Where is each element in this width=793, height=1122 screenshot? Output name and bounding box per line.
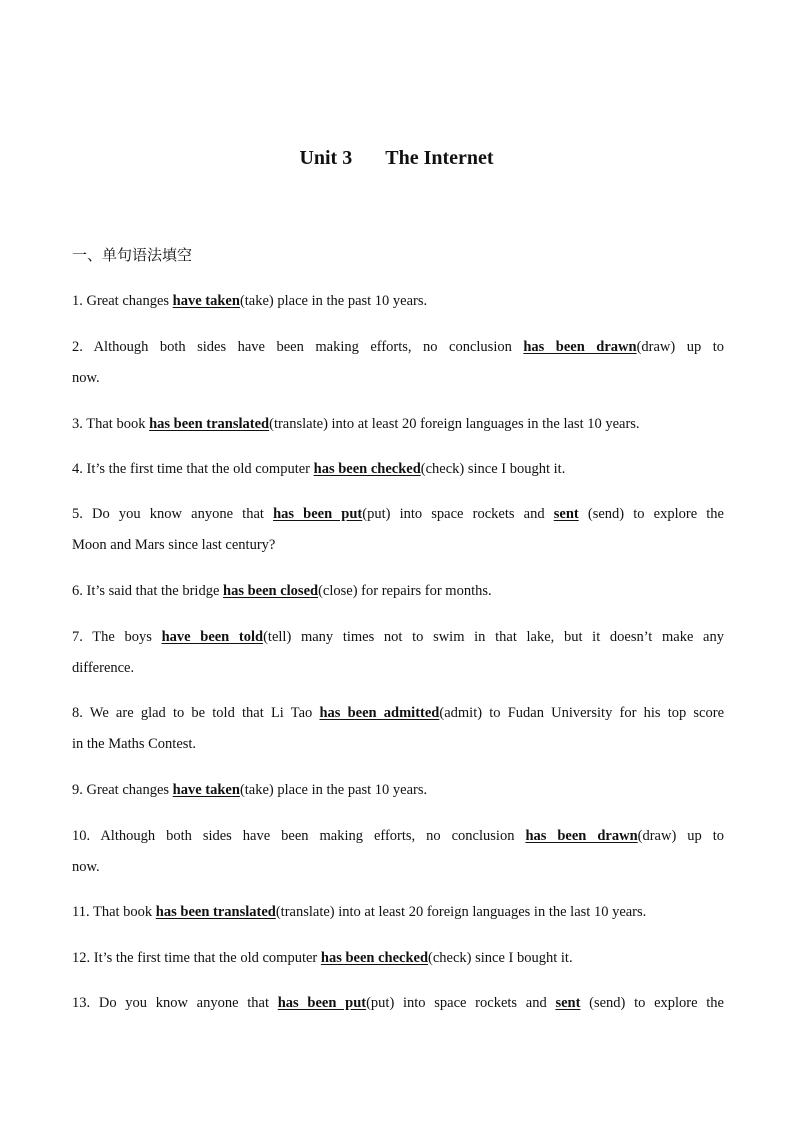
item-text-continued: difference. xyxy=(72,660,135,676)
item-number: 8. xyxy=(72,705,83,721)
answer: has been checked xyxy=(313,461,421,477)
item-number: 12. xyxy=(72,950,91,966)
item-text: Great changes xyxy=(86,293,173,309)
answer: have taken xyxy=(172,782,240,798)
item-text: (put) into space rockets and xyxy=(366,995,556,1011)
item-text: It’s the first time that the old computer xyxy=(93,950,321,966)
topic-label: The Internet xyxy=(385,147,494,169)
exercise-item xyxy=(72,454,724,485)
item-number: 11. xyxy=(72,904,90,920)
exercise-item xyxy=(72,576,724,607)
item-text: (take) place in the past 10 years. xyxy=(239,293,428,309)
item-text: (send) to explore the xyxy=(578,506,724,522)
item-text-continued: in the Maths Contest. xyxy=(72,736,197,752)
exercise-item xyxy=(72,622,724,684)
item-text: That book xyxy=(86,416,150,432)
item-text: (draw) up to xyxy=(636,339,725,355)
exercise-item xyxy=(72,821,724,883)
item-number: 2. xyxy=(72,339,83,355)
item-text: (close) for repairs for months. xyxy=(318,583,492,599)
exercise-item xyxy=(72,988,724,1019)
item-number: 6. xyxy=(72,583,83,599)
item-text-continued: Moon and Mars since last century? xyxy=(72,537,276,553)
item-text: (translate) into at least 20 foreign languages in the last 10 years. xyxy=(275,904,647,920)
exercise-item xyxy=(72,698,724,760)
item-text: (send) to explore the xyxy=(580,995,724,1011)
item-text: We are glad to be told that Li Tao xyxy=(89,705,320,721)
exercise-item xyxy=(72,332,724,394)
item-number: 3. xyxy=(72,416,83,432)
answer: has been drawn xyxy=(525,828,638,844)
answer: has been checked xyxy=(320,950,429,966)
section-heading: 一、单句语法填空 xyxy=(72,246,193,264)
item-text: Although both sides have been making efforts, no conclusion xyxy=(100,828,526,844)
item-text: The boys xyxy=(92,629,162,645)
item-text: (translate) into at least 20 foreign languages in the last 10 years. xyxy=(269,416,640,432)
answer: have taken xyxy=(172,293,240,309)
item-text: (tell) many times not to swim in that lake, but it doesn’t make any xyxy=(263,629,724,645)
answer: sent xyxy=(553,506,579,522)
item-number: 5. xyxy=(72,506,83,522)
item-number: 13. xyxy=(72,995,91,1011)
item-text: That book xyxy=(92,904,156,920)
exercise-item xyxy=(72,897,724,928)
answer: has been translated xyxy=(155,904,276,920)
item-text-continued: now. xyxy=(72,859,100,875)
item-text: Do you know anyone that xyxy=(92,506,274,522)
item-text: Great changes xyxy=(86,782,173,798)
item-text: (put) into space rockets and xyxy=(362,506,554,522)
item-number: 10. xyxy=(72,828,91,844)
item-text: Do you know anyone that xyxy=(98,995,278,1011)
answer: sent xyxy=(555,995,581,1011)
answer: has been drawn xyxy=(523,339,637,355)
answer: has been closed xyxy=(223,583,319,599)
item-text: (admit) to Fudan University for his top score xyxy=(439,705,725,721)
page-title xyxy=(0,147,793,170)
item-text: (check) since I bought it. xyxy=(428,950,573,966)
exercise-item xyxy=(72,943,724,974)
item-number: 7. xyxy=(72,629,83,645)
answer: has been admitted xyxy=(319,705,440,721)
answer: has been translated xyxy=(149,416,270,432)
item-text: Although both sides have been making efforts, no conclusion xyxy=(93,339,524,355)
item-text: It’s said that the bridge xyxy=(86,583,224,599)
item-text: (draw) up to xyxy=(637,828,725,844)
item-number: 1. xyxy=(72,293,83,309)
exercise-item xyxy=(72,409,724,440)
unit-label: Unit 3 xyxy=(299,147,353,169)
item-text-continued: now. xyxy=(72,370,100,386)
item-text: It’s the first time that the old computer xyxy=(86,461,314,477)
exercise-item xyxy=(72,775,724,806)
answer: has been put xyxy=(277,995,367,1011)
item-text: (check) since I bought it. xyxy=(420,461,566,477)
item-number: 9. xyxy=(72,782,83,798)
item-text: (take) place in the past 10 years. xyxy=(239,782,428,798)
exercise-item xyxy=(72,286,724,317)
answer: have been told xyxy=(161,629,264,645)
answer: has been put xyxy=(273,506,363,522)
exercise-item xyxy=(72,499,724,561)
item-number: 4. xyxy=(72,461,83,477)
